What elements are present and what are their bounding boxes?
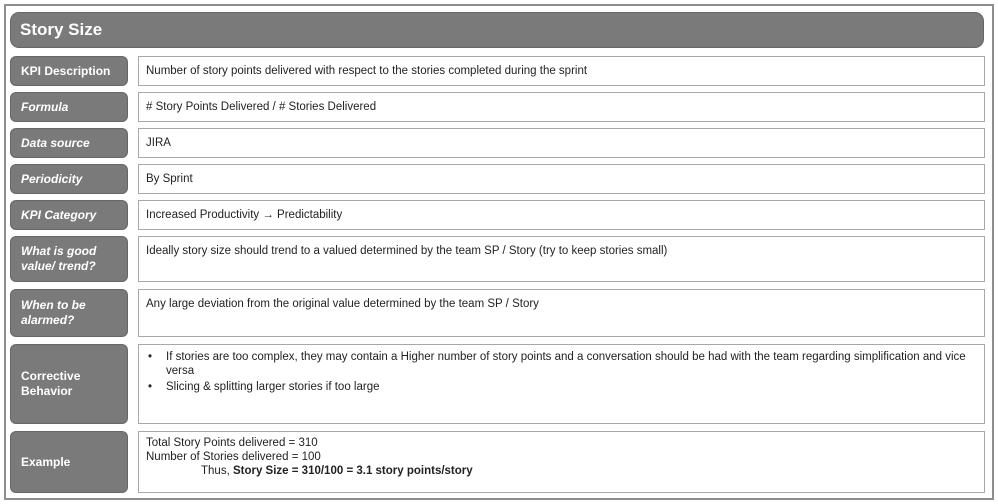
row-label: KPI Description bbox=[10, 56, 128, 86]
category-to: Predictability bbox=[277, 209, 343, 221]
row-value: Number of story points delivered with respect to the stories completed during the sprint bbox=[138, 56, 985, 86]
row-value bbox=[138, 344, 985, 424]
example-line: Total Story Points delivered = 310 bbox=[146, 437, 318, 449]
example-line: Number of Stories delivered = 100 bbox=[146, 451, 321, 463]
row-label: When to be alarmed? bbox=[10, 289, 128, 337]
row-label: KPI Category bbox=[10, 200, 128, 230]
bullet-list bbox=[146, 350, 977, 396]
kpi-row-data-source bbox=[10, 128, 985, 158]
kpi-row-formula bbox=[10, 92, 985, 122]
category-from: Increased Productivity bbox=[146, 209, 260, 221]
row-value: Any large deviation from the original value determined by the team SP / Story bbox=[138, 289, 985, 337]
kpi-row-example bbox=[10, 431, 985, 493]
example-thus: Thus, bbox=[201, 465, 230, 477]
kpi-row-good-value bbox=[10, 236, 985, 282]
arrow-right-icon: → bbox=[262, 209, 274, 221]
example-result: Story Size = 310/100 = 3.1 story points/story bbox=[232, 465, 473, 477]
bullet-item: • If stories are too complex, they may contain a Higher number of story points and a conversation should be had with the team regarding simplification and vice versa bbox=[146, 350, 977, 378]
row-label: Corrective Behavior bbox=[10, 344, 128, 424]
row-label: Example bbox=[10, 431, 128, 493]
kpi-row-category bbox=[10, 200, 985, 230]
example-result-line bbox=[146, 464, 473, 478]
row-value: JIRA bbox=[138, 128, 985, 158]
row-value bbox=[138, 431, 985, 493]
kpi-row-corrective-behavior bbox=[10, 344, 985, 424]
row-value bbox=[138, 200, 985, 230]
row-value: Ideally story size should trend to a valued determined by the team SP / Story (try to keep stories small) bbox=[138, 236, 985, 282]
kpi-row-periodicity bbox=[10, 164, 985, 194]
row-value: # Story Points Delivered / # Stories Delivered bbox=[138, 92, 985, 122]
kpi-row-description bbox=[10, 56, 985, 86]
row-value: By Sprint bbox=[138, 164, 985, 194]
kpi-row-alarm bbox=[10, 289, 985, 337]
row-label: Data source bbox=[10, 128, 128, 158]
row-label: Formula bbox=[10, 92, 128, 122]
page-title: Story Size bbox=[10, 12, 984, 48]
bullet-item: • Slicing & splitting larger stories if too large bbox=[146, 380, 977, 394]
row-label: Periodicity bbox=[10, 164, 128, 194]
row-label: What is good value/ trend? bbox=[10, 236, 128, 282]
